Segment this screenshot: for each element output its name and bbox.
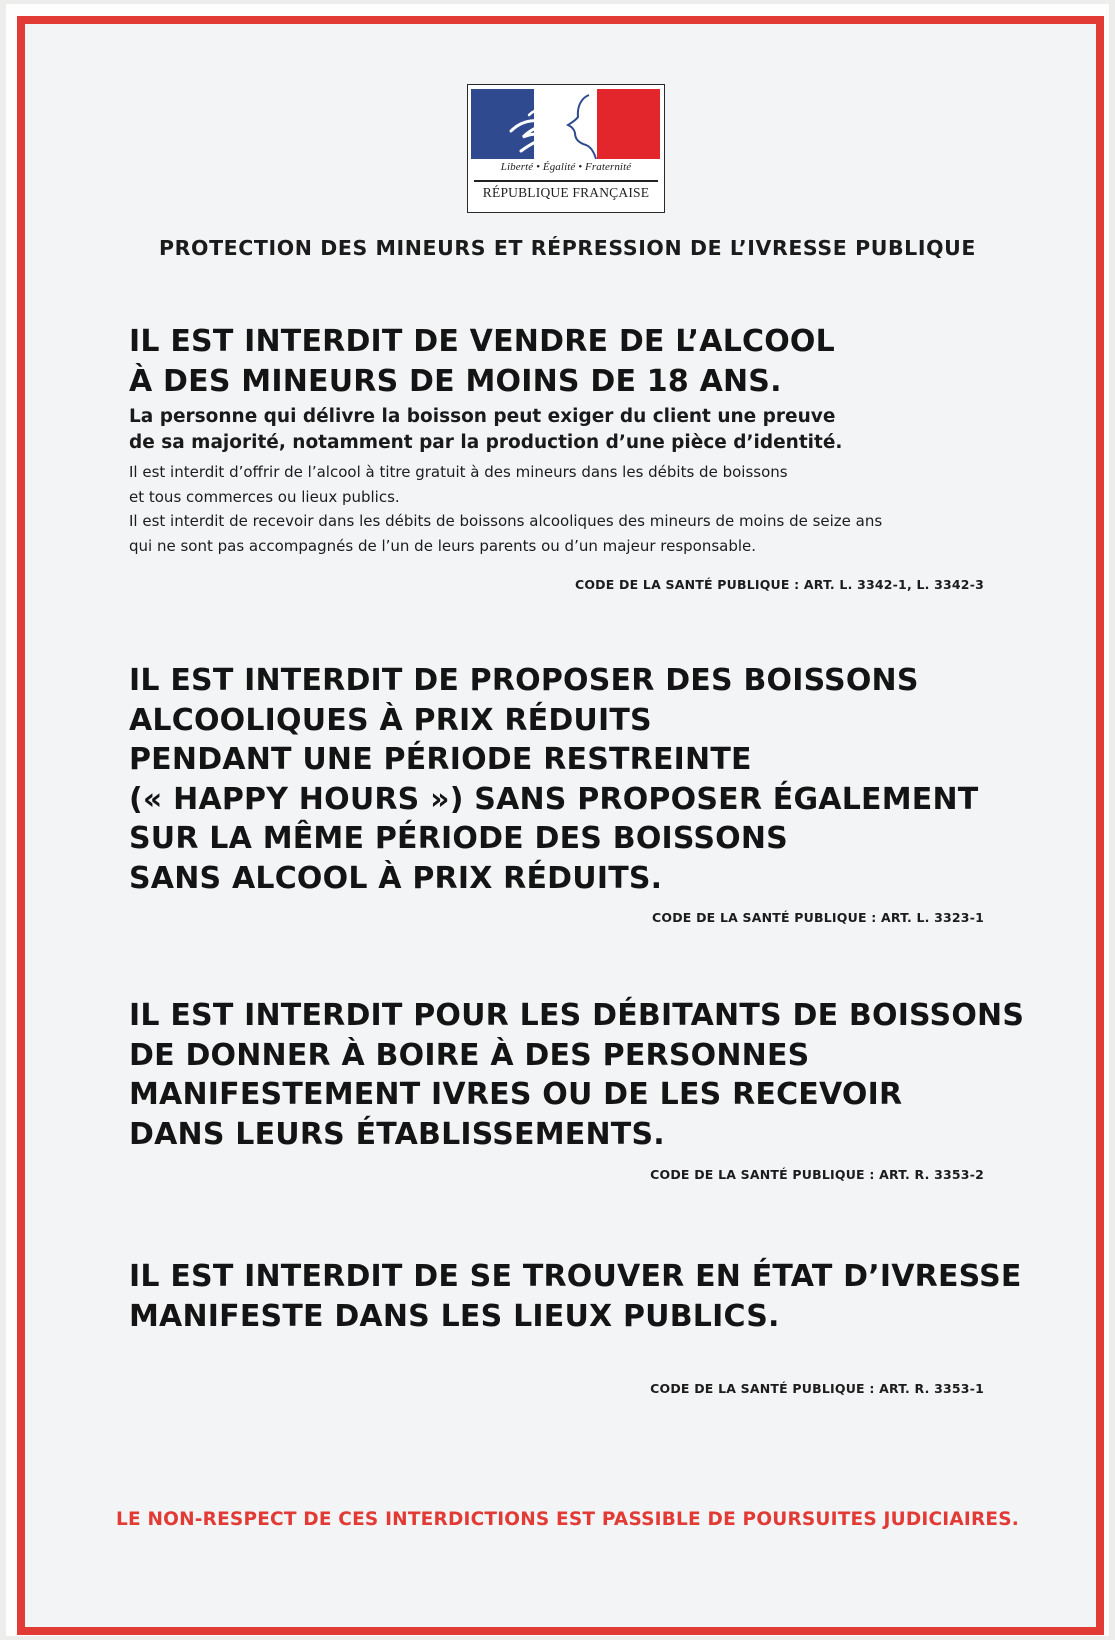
section2-title — [129, 661, 978, 898]
section1-subtitle-line: La personne qui délivre la boisson peut exiger du client une preuve — [129, 406, 836, 427]
section1-title-line: IL EST INTERDIT DE VENDRE DE L’ALCOOL — [129, 324, 835, 359]
section1-note-line: Il est interdit d’offrir de l’alcool à titre gratuit à des mineurs dans les débits de boissons — [129, 463, 788, 481]
section4-reference: CODE DE LA SANTÉ PUBLIQUE : ART. R. 3353-1 — [650, 1381, 984, 1396]
poster-sheet — [6, 4, 1109, 1636]
section2-title-line: ALCOOLIQUES À PRIX RÉDUITS — [129, 702, 652, 738]
section2-title-line: (« HAPPY HOURS ») SANS PROPOSER ÉGALEMENT — [129, 781, 979, 817]
section2-title-line: IL EST INTERDIT DE PROPOSER DES BOISSONS — [129, 663, 919, 698]
section3-title-line: IL EST INTERDIT POUR LES DÉBITANTS DE BOISSONS — [129, 998, 1025, 1033]
section1-subtitle-line: de sa majorité, notamment par la production d’une pièce d’identité. — [129, 432, 843, 453]
section1-title-line: À DES MINEURS DE MOINS DE 18 ANS. — [129, 363, 782, 399]
section1-title — [129, 322, 835, 401]
logo-divider — [474, 180, 658, 182]
section4-title-line: MANIFESTE DANS LES LIEUX PUBLICS. — [129, 1298, 780, 1334]
marianne-emblem-icon — [471, 89, 660, 159]
section2-title-line: SANS ALCOOL À PRIX RÉDUITS. — [129, 860, 663, 896]
section2-title-line: PENDANT UNE PÉRIODE RESTREINTE — [129, 742, 752, 777]
section3-title-line: MANIFESTEMENT IVRES OU DE LES RECEVOIR — [129, 1077, 903, 1112]
section2-reference: CODE DE LA SANTÉ PUBLIQUE : ART. L. 3323-1 — [652, 910, 984, 925]
section3-title-line: DANS LEURS ÉTABLISSEMENTS. — [129, 1116, 665, 1152]
poster-headline: PROTECTION DES MINEURS ET RÉPRESSION DE L’IVRESSE PUBLIQUE — [159, 236, 976, 260]
section1-note-line: Il est interdit de recevoir dans les débits de boissons alcooliques des mineurs de moins de seize ans — [129, 512, 883, 530]
section4-title-line: IL EST INTERDIT DE SE TROUVER EN ÉTAT D’IVRESSE — [129, 1259, 1022, 1294]
section4-title — [129, 1257, 1022, 1336]
marianne-logo — [467, 84, 665, 213]
section3-reference: CODE DE LA SANTÉ PUBLIQUE : ART. R. 3353-2 — [650, 1167, 984, 1182]
logo-republic-name: RÉPUBLIQUE FRANÇAISE — [482, 185, 650, 200]
section2-title-line: SUR LA MÊME PÉRIODE DES BOISSONS — [129, 821, 788, 856]
section3-title — [129, 996, 1024, 1154]
section1-note-line: qui ne sont pas accompagnés de l’un de leurs parents ou d’un majeur responsable. — [129, 536, 757, 555]
section1-subtitle — [129, 404, 842, 456]
legal-warning-footer: LE NON-RESPECT DE CES INTERDICTIONS EST PASSIBLE DE POURSUITES JUDICIAIRES. — [116, 1509, 1019, 1530]
section3-title-line: DE DONNER À BOIRE À DES PERSONNES — [129, 1037, 810, 1073]
logo-motto: Liberté • Égalité • Fraternité — [500, 161, 632, 173]
section1-note-line: et tous commerces ou lieux publics. — [129, 487, 400, 506]
section1-reference: CODE DE LA SANTÉ PUBLIQUE : ART. L. 3342-1, L. 3342-3 — [574, 577, 984, 592]
section1-notes — [129, 460, 882, 558]
red-border-frame — [17, 16, 1104, 1635]
